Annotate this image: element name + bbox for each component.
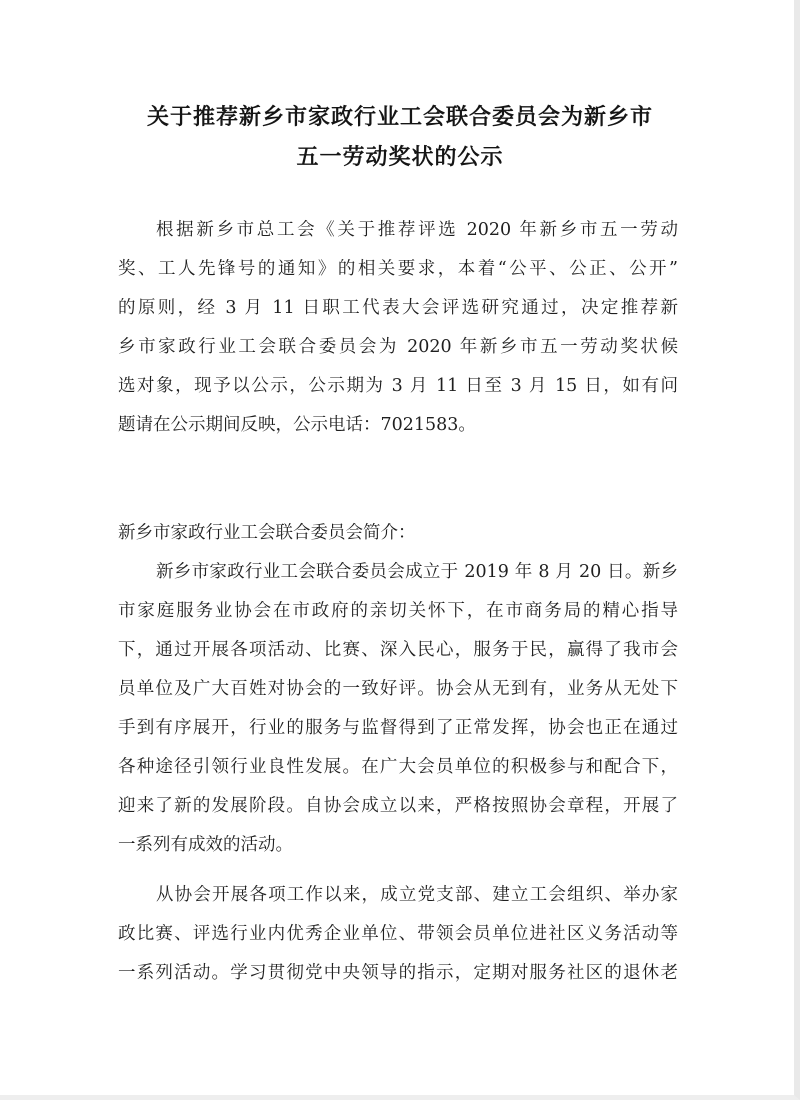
notice-line: 奖、工人先锋号的通知》的相关要求，本着“公平、公正、公开”: [118, 259, 678, 279]
intro-heading: 新乡市家政行业工会联合委员会简介：: [118, 523, 416, 543]
notice-line: 题请在公示期间反映，公示电话：7021583。: [118, 415, 476, 435]
intro-line: 员单位及广大百姓对协会的一致好评。协会从无到有，业务从无处下: [118, 679, 678, 699]
intro-line: 新乡市家政行业工会联合委员会成立于 2019 年 8 月 20 日。新乡: [156, 562, 678, 582]
intro-line: 市家庭服务业协会在市政府的亲切关怀下，在市商务局的精心指导: [118, 601, 678, 621]
intro-line: 各种途径引领行业良性发展。在广大会员单位的积极参与和配合下，: [118, 757, 678, 777]
notice-line: 的原则，经 3 月 11 日职工代表大会评选研究通过，决定推荐新: [118, 298, 678, 318]
document-title-line-2: 五一劳动奖状的公示: [296, 145, 504, 170]
intro-line: 迎来了新的发展阶段。自协会成立以来，严格按照协会章程，开展了: [118, 796, 678, 816]
document-title-line-1: 关于推荐新乡市家政行业工会联合委员会为新乡市: [146, 105, 653, 130]
intro-line: 手到有序展开，行业的服务与监督得到了正常发挥，协会也正在通过: [118, 718, 678, 738]
activities-line: 政比赛、评选行业内优秀企业单位、带领会员单位进社区义务活动等: [118, 924, 678, 944]
notice-line: 选对象，现予以公示，公示期为 3 月 11 日至 3 月 15 日，如有问: [118, 376, 678, 396]
intro-line: 下，通过开展各项活动、比赛、深入民心，服务于民，赢得了我市会: [118, 640, 678, 660]
activities-line: 一系列活动。学习贯彻党中央领导的指示，定期对服务社区的退休老: [118, 963, 678, 983]
intro-line: 一系列有成效的活动。: [118, 835, 293, 855]
notice-line: 乡市家政行业工会联合委员会为 2020 年新乡市五一劳动奖状候: [118, 337, 678, 357]
activities-line: 从协会开展各项工作以来，成立党支部、建立工会组织、举办家: [156, 885, 678, 905]
notice-line: 根据新乡市总工会《关于推荐评选 2020 年新乡市五一劳动: [156, 220, 678, 240]
